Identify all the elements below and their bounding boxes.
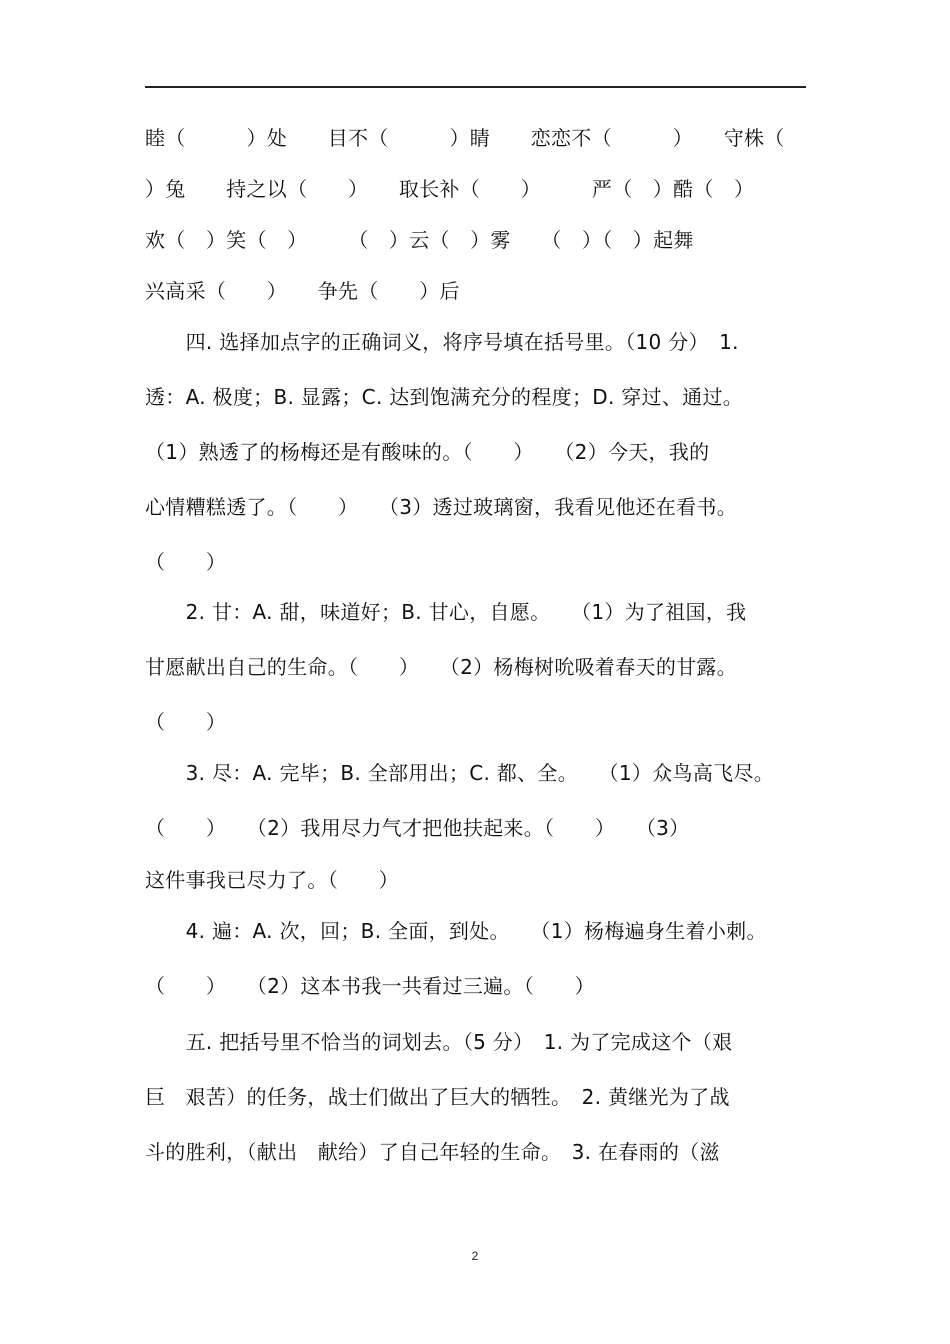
text-line: ）兔 持之以（ ） 取长补（ ） 严（ ）酷（ ） bbox=[145, 177, 755, 201]
text-line: 巨 艰苦）的任务，战士们做出了巨大的牺牲。 2. 黄继光为了战 bbox=[145, 1085, 730, 1109]
text-line: （1）熟透了的杨梅还是有酸味的。（ ） （2）今天，我的 bbox=[145, 440, 710, 464]
text-line: 透：A. 极度；B. 显露；C. 达到饱满充分的程度；D. 穿过、通过。 bbox=[145, 385, 744, 409]
text-line: （ ） （2）这本书我一共看过三遍。（ ） bbox=[145, 974, 595, 998]
text-line: 心情糟糕透了。（ ） （3）透过玻璃窗，我看见他还在看书。 bbox=[145, 495, 738, 519]
text-line: 这件事我已尽力了。（ ） bbox=[145, 868, 399, 892]
text-line: 睦（ ）处 目不（ ）睛 恋恋不（ ） 守株（ bbox=[145, 126, 785, 150]
text-line: 2. 甘：A. 甜，味道好；B. 甘心，自愿。 （1）为了祖国，我 bbox=[145, 600, 747, 624]
page-number: 2 bbox=[471, 1249, 479, 1263]
text-line: （ ） （2）我用尽力气才把他扶起来。（ ） （3） bbox=[145, 816, 690, 840]
section-heading-line: 五. 把括号里不恰当的词划去。（5 分） 1. 为了完成这个（艰 bbox=[145, 1030, 733, 1054]
text-line: （ ） bbox=[145, 710, 227, 734]
text-line: 4. 遍：A. 次，回；B. 全面，到处。 （1）杨梅遍身生着小刺。 bbox=[145, 919, 767, 943]
text-line: 欢（ ）笑（ ） （ ）云（ ）雾 （ ）（ ）起舞 bbox=[145, 228, 694, 252]
section-heading-line: 四. 选择加点字的正确词义，将序号填在括号里。（10 分） 1. bbox=[145, 330, 739, 354]
text-line: 甘愿献出自己的生命。（ ） （2）杨梅树吮吸着春天的甘露。 bbox=[145, 655, 738, 679]
text-line: 兴高采（ ） 争先（ ）后 bbox=[145, 279, 460, 303]
text-line: 3. 尽：A. 完毕；B. 全部用出；C. 都、全。 （1）众鸟高飞尽。 bbox=[145, 761, 775, 785]
header-rule bbox=[145, 86, 806, 88]
text-line: （ ） bbox=[145, 550, 227, 574]
text-line: 斗的胜利，（献出 献给）了自己年轻的生命。 3. 在春雨的（滋 bbox=[145, 1140, 720, 1164]
